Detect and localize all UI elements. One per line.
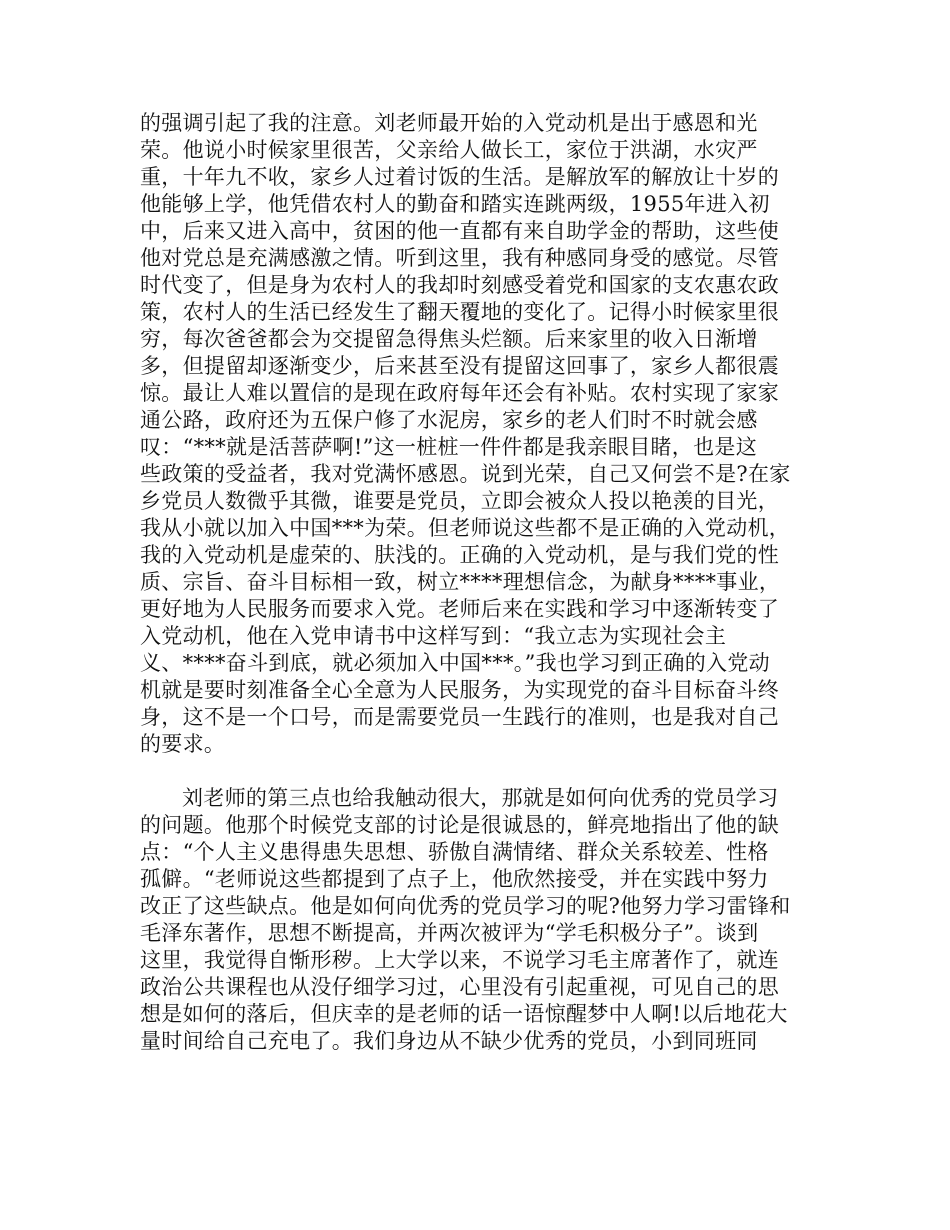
paragraph-line: 更好地为人民服务而要求入党。老师后来在实践和学习中逐渐转变了 (140, 597, 779, 621)
paragraph-line: 刘老师的第三点也给我触动很大，那就是如何向优秀的党员学习 (182, 786, 779, 810)
paragraph-line: 的强调引起了我的注意。刘老师最开始的入党动机是出于感恩和光 (140, 111, 758, 135)
paragraph-line: 孤僻。“老师说这些都提到了点子上，他欣然接受，并在实践中努力 (140, 867, 769, 891)
paragraph-line: 时代变了，但是身为农村人的我却时刻感受着党和国家的支农惠农政 (140, 273, 779, 297)
paragraph-line: 质、宗旨、奋斗目标相一致，树立****理想信念，为献身****事业， (140, 570, 781, 594)
paragraph-line: 的问题。他那个时候党支部的讨论是很诚恳的，鲜亮地指出了他的缺 (140, 813, 779, 837)
document-body (140, 110, 820, 1055)
paragraph-line: 荣。他说小时候家里很苦，父亲给人做长工，家位于洪湖，水灾严 (140, 138, 758, 162)
paragraph-line: 量时间给自己充电了。我们身边从不缺少优秀的党员，小到同班同 (140, 1029, 758, 1053)
paragraph-line: 机就是要时刻准备全心全意为人民服务，为实现党的奋斗目标奋斗终 (140, 678, 779, 702)
paragraph-line: 毛泽东著作，思想不断提高，并两次被评为“学毛积极分子”。谈到 (140, 921, 759, 945)
paragraph-line: 我从小就以加入中国***为荣。但老师说这些都不是正确的入党动机， (140, 516, 791, 540)
paragraph-line: 中，后来又进入高中，贫困的他一直都有来自助学金的帮助，这些使 (140, 219, 779, 243)
paragraph-line: 通公路，政府还为五保户修了水泥房，家乡的老人们时不时就会感 (140, 408, 758, 432)
paragraph-1 (140, 110, 820, 758)
paragraph-line: 些政策的受益者，我对党满怀感恩。说到光荣，自己又何尝不是?在家 (140, 462, 791, 486)
paragraph-line: 我的入党动机是虚荣的、肤浅的。正确的入党动机，是与我们党的性 (140, 543, 779, 567)
paragraph-line: 身，这不是一个口号，而是需要党员一生践行的准则，也是我对自己 (140, 705, 779, 729)
paragraph-line: 重，十年九不收，家乡人过着讨饭的生活。是解放军的解放让十岁的 (140, 165, 779, 189)
paragraph-line: 点：“个人主义患得患失思想、骄傲自满情绪、群众关系较差、性格 (140, 840, 769, 864)
paragraph-line: 穷，每次爸爸都会为交提留急得焦头烂额。后来家里的收入日渐增 (140, 327, 758, 351)
paragraph-line: 想是如何的落后，但庆幸的是老师的话一语惊醒梦中人啊!以后地花大 (140, 1002, 788, 1026)
paragraph-line: 叹：“***就是活菩萨啊!”这一桩桩一件件都是我亲眼目睹，也是这 (140, 435, 758, 459)
paragraph-line: 的要求。 (140, 732, 226, 756)
paragraph-line: 改正了这些缺点。他是如何向优秀的党员学习的呢?他努力学习雷锋和 (140, 894, 791, 918)
paragraph-line: 策，农村人的生活已经发生了翻天覆地的变化了。记得小时候家里很 (140, 300, 779, 324)
paragraph-line: 多，但提留却逐渐变少，后来甚至没有提留这回事了，家乡人都很震 (140, 354, 779, 378)
paragraph-line: 这里，我觉得自惭形秽。上大学以来，不说学习毛主席著作了，就连 (140, 948, 779, 972)
paragraph-line: 他对党总是充满感激之情。听到这里，我有种感同身受的感觉。尽管 (140, 246, 779, 270)
paragraph-line: 惊。最让人难以置信的是现在政府每年还会有补贴。农村实现了家家 (140, 381, 779, 405)
paragraph-2 (140, 785, 820, 1055)
paragraph-line: 他能够上学，他凭借农村人的勤奋和踏实连跳两级，1955年进入初 (140, 192, 770, 216)
paragraph-line: 入党动机，他在入党申请书中这样写到：“我立志为实现社会主 (140, 624, 727, 648)
paragraph-line: 义、****奋斗到底，就必须加入中国***。”我也学习到正确的入党动 (140, 651, 770, 675)
paragraph-line: 乡党员人数微乎其微，谁要是党员，立即会被众人投以艳羡的目光， (140, 489, 779, 513)
paragraph-line: 政治公共课程也从没仔细学习过，心里没有引起重视，可见自己的思 (140, 975, 779, 999)
paragraph-spacer (140, 758, 820, 785)
